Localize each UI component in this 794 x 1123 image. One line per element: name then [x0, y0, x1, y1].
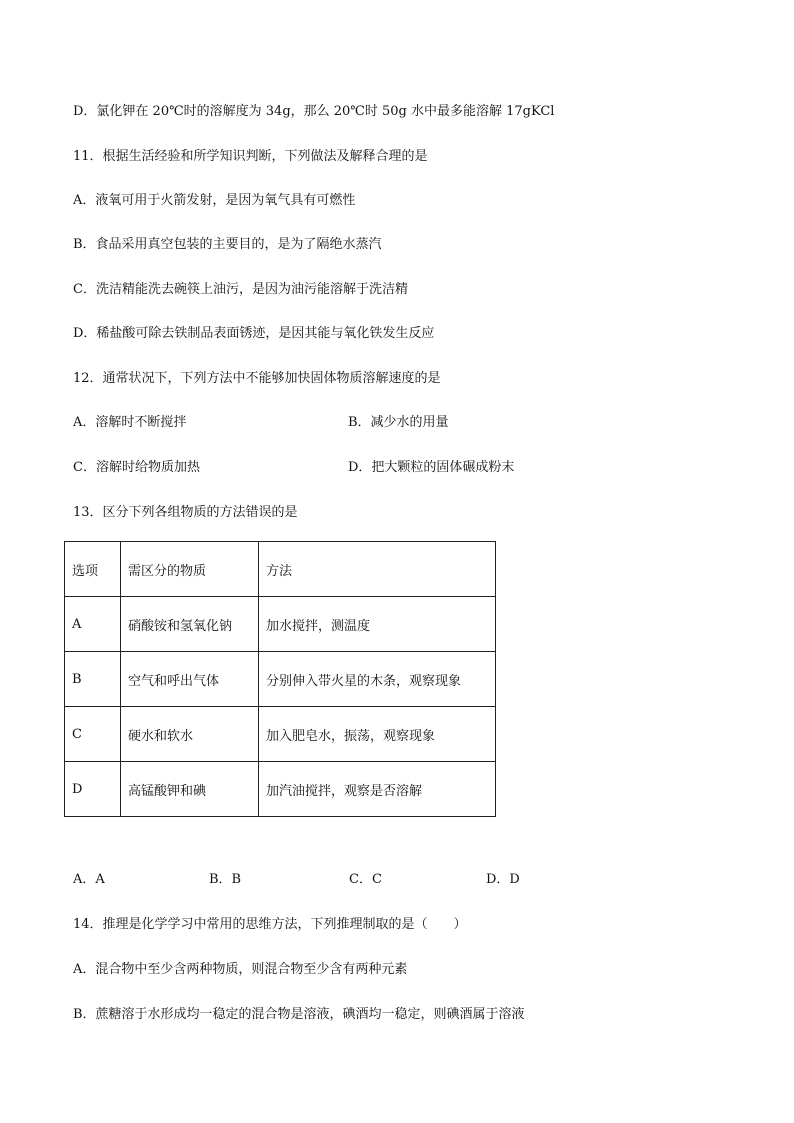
q11-option-d: D．稀盐酸可除去铁制品表面锈迹，是因其能与氧化铁发生反应 — [73, 326, 435, 341]
table-cell: 空气和呼出气体 — [121, 652, 259, 707]
q13-stem: 13．区分下列各组物质的方法错误的是 — [73, 505, 298, 520]
table-cell: 硬水和软水 — [121, 707, 259, 762]
table-header-cell: 方法 — [259, 542, 496, 597]
q13-option-b: B．B — [209, 872, 242, 887]
table-cell: 加入肥皂水，振荡，观察现象 — [259, 707, 496, 762]
q14-option-a: A．混合物中至少含两种物质，则混合物至少含有两种元素 — [73, 962, 408, 977]
table-row — [65, 762, 496, 817]
table-row — [65, 652, 496, 707]
q14-stem: 14．推理是化学学习中常用的思维方法，下列推理制取的是（ ） — [73, 917, 467, 932]
table-cell: D — [65, 762, 121, 817]
table-row — [65, 707, 496, 762]
table-row — [65, 597, 496, 652]
q12-stem: 12．通常状况下，下列方法中不能够加快固体物质溶解速度的是 — [73, 371, 441, 386]
q10-option-d: D．氯化钾在 20℃时的溶解度为 34g，那么 20℃时 50g 水中最多能溶解 17gKCl — [73, 104, 555, 119]
table-cell: A — [65, 597, 121, 652]
q11-option-a: A．液氧可用于火箭发射，是因为氧气具有可燃性 — [73, 193, 356, 208]
table-cell: 加汽油搅拌，观察是否溶解 — [259, 762, 496, 817]
q12-option-c: C．溶解时给物质加热 — [73, 460, 200, 475]
table-cell: C — [65, 707, 121, 762]
q13-option-d: D．D — [486, 872, 520, 887]
q12-option-b: B．减少水的用量 — [348, 415, 449, 430]
q13-option-c: C．C — [349, 872, 382, 887]
table-header-cell: 选项 — [65, 542, 121, 597]
q13-table — [64, 541, 496, 817]
q11-stem: 11．根据生活经验和所学知识判断，下列做法及解释合理的是 — [73, 149, 428, 164]
q13-option-a: A．A — [73, 872, 105, 887]
table-header-row — [65, 542, 496, 597]
table-cell: 硝酸铵和氢氧化钠 — [121, 597, 259, 652]
table-cell: 高锰酸钾和碘 — [121, 762, 259, 817]
table-cell: 加水搅拌，测温度 — [259, 597, 496, 652]
q14-option-b: B．蔗糖溶于水形成均一稳定的混合物是溶液，碘酒均一稳定，则碘酒属于溶液 — [73, 1007, 525, 1022]
q12-option-a: A．溶解时不断搅拌 — [73, 415, 187, 430]
table-cell: B — [65, 652, 121, 707]
q12-option-d: D．把大颗粒的固体碾成粉末 — [348, 460, 515, 475]
table-header-cell: 需区分的物质 — [121, 542, 259, 597]
q11-option-c: C．洗洁精能洗去碗筷上油污，是因为油污能溶解于洗洁精 — [73, 282, 408, 297]
table-cell: 分别伸入带火星的木条，观察现象 — [259, 652, 496, 707]
q11-option-b: B．食品采用真空包装的主要目的，是为了隔绝水蒸汽 — [73, 237, 382, 252]
